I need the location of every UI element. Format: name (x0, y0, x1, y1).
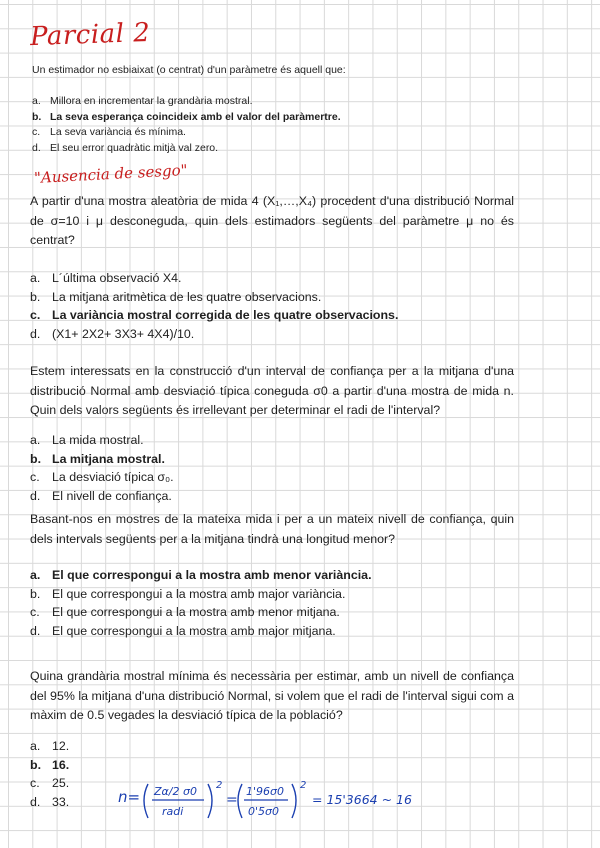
formula-eq: = (226, 792, 238, 808)
question-3-stem: Estem interessats en la construcció d'un interval de confiança per a la mitjana d'una distribució Normal amb desviació típica coneguda σ0 a partir d'una mostra de mida n. Quin dels valors següents és irrellevant per determinar el radi de l'interval? (30, 364, 514, 417)
option-b[interactable]: b. El que correspongui a la mostra amb major variància. (30, 586, 346, 601)
formula-den2: 0'5σ0 (248, 805, 279, 818)
option-c[interactable]: c. 25. (30, 776, 70, 790)
question-5-stem: Quina grandària mostral mínima és necessària per estimar, amb un nivell de confiança del 95% la mitjana d'una distribució Normal, si volem que el radi de l'interval sigui com a màxim de 0.5 vegades la desviació típica de la població? (30, 669, 514, 722)
option-a[interactable]: a. 12. (30, 739, 70, 753)
option-d[interactable]: d. El que correspongui a la mostra amb major mitjana. (30, 623, 336, 638)
question-4 (30, 510, 514, 638)
option-b[interactable]: b. La mitjana aritmètica de les quatre observacions. (30, 289, 322, 304)
option-c[interactable]: c. El que correspongui a la mostra amb menor mitjana. (30, 605, 340, 619)
option-a-correct[interactable]: a. El que correspongui a la mostra amb menor variància. (30, 568, 372, 582)
formula-num2: 1'96σ0 (246, 785, 284, 798)
right-paren-1 (208, 784, 212, 818)
option-c[interactable]: c. La desviació típica σ₀. (30, 470, 174, 484)
option-a[interactable]: a. L´última observació X4. (30, 271, 182, 285)
formula-den1: radi (162, 805, 184, 818)
question-2-options (30, 269, 398, 343)
question-5-options (30, 737, 69, 811)
question-3 (30, 362, 514, 503)
formula-result: = 15'3664 ~ 16 (312, 792, 412, 807)
formula-exp1: 2 (216, 780, 223, 791)
option-d[interactable]: d. 33. (30, 794, 70, 809)
left-paren-2 (238, 784, 242, 818)
question-4-stem: Basant-nos en mostres de la mateixa mida i per a un mateix nivell de confiança, quin dels intervals següents per a la mitjana tindrà una longitud menor? (30, 512, 514, 546)
question-2-stem: A partir d'una mostra aleatòria de mida 4 (X₁,…,X₄) procedent d'una distribució Normal de σ=10 i μ desconeguda, quin dels estimadors següents del paràmetre μ no és centrat? (30, 194, 514, 247)
handwritten-title: Parcial 2 (29, 17, 151, 53)
left-paren-1 (144, 784, 148, 818)
option-a[interactable]: a. La mida mostral. (30, 433, 144, 447)
right-paren-2 (292, 784, 296, 818)
option-b-correct[interactable]: b. La seva esperança coincideix amb el valor del paràmertre. (32, 110, 341, 123)
question-1-stem: Un estimador no esbiaixat (o centrat) d'un paràmetre és aquell que: (32, 64, 346, 76)
option-b-correct[interactable]: b. 16. (30, 757, 70, 772)
handwritten-note: "Ausencia de sesgo" (33, 160, 188, 188)
question-1 (32, 64, 502, 156)
option-d[interactable]: d. El seu error quadràtic mitjà val zero. (32, 141, 219, 154)
formula-num1: Zα/2 σ0 (154, 785, 197, 798)
option-d[interactable]: d. El nivell de confiança. (30, 488, 172, 503)
handwritten-formula (118, 778, 458, 826)
option-b-correct[interactable]: b. La mitjana mostral. (30, 451, 165, 466)
option-c[interactable]: c. La seva variància és mínima. (32, 126, 186, 138)
question-4-options (30, 566, 372, 640)
option-a[interactable]: a. Millora en incrementar la grandària mostral. (32, 95, 253, 107)
question-1-options (32, 94, 502, 156)
option-c-correct[interactable]: c. La variància mostral corregida de les quatre observacions. (30, 308, 399, 322)
formula-lhs: n= (118, 788, 141, 806)
formula-exp2: 2 (300, 780, 307, 791)
question-2 (30, 192, 514, 341)
option-d[interactable]: d. (X1+ 2X2+ 3X3+ 4X4)/10. (30, 326, 195, 341)
formula-svg (118, 778, 458, 826)
question-3-options (30, 431, 174, 505)
